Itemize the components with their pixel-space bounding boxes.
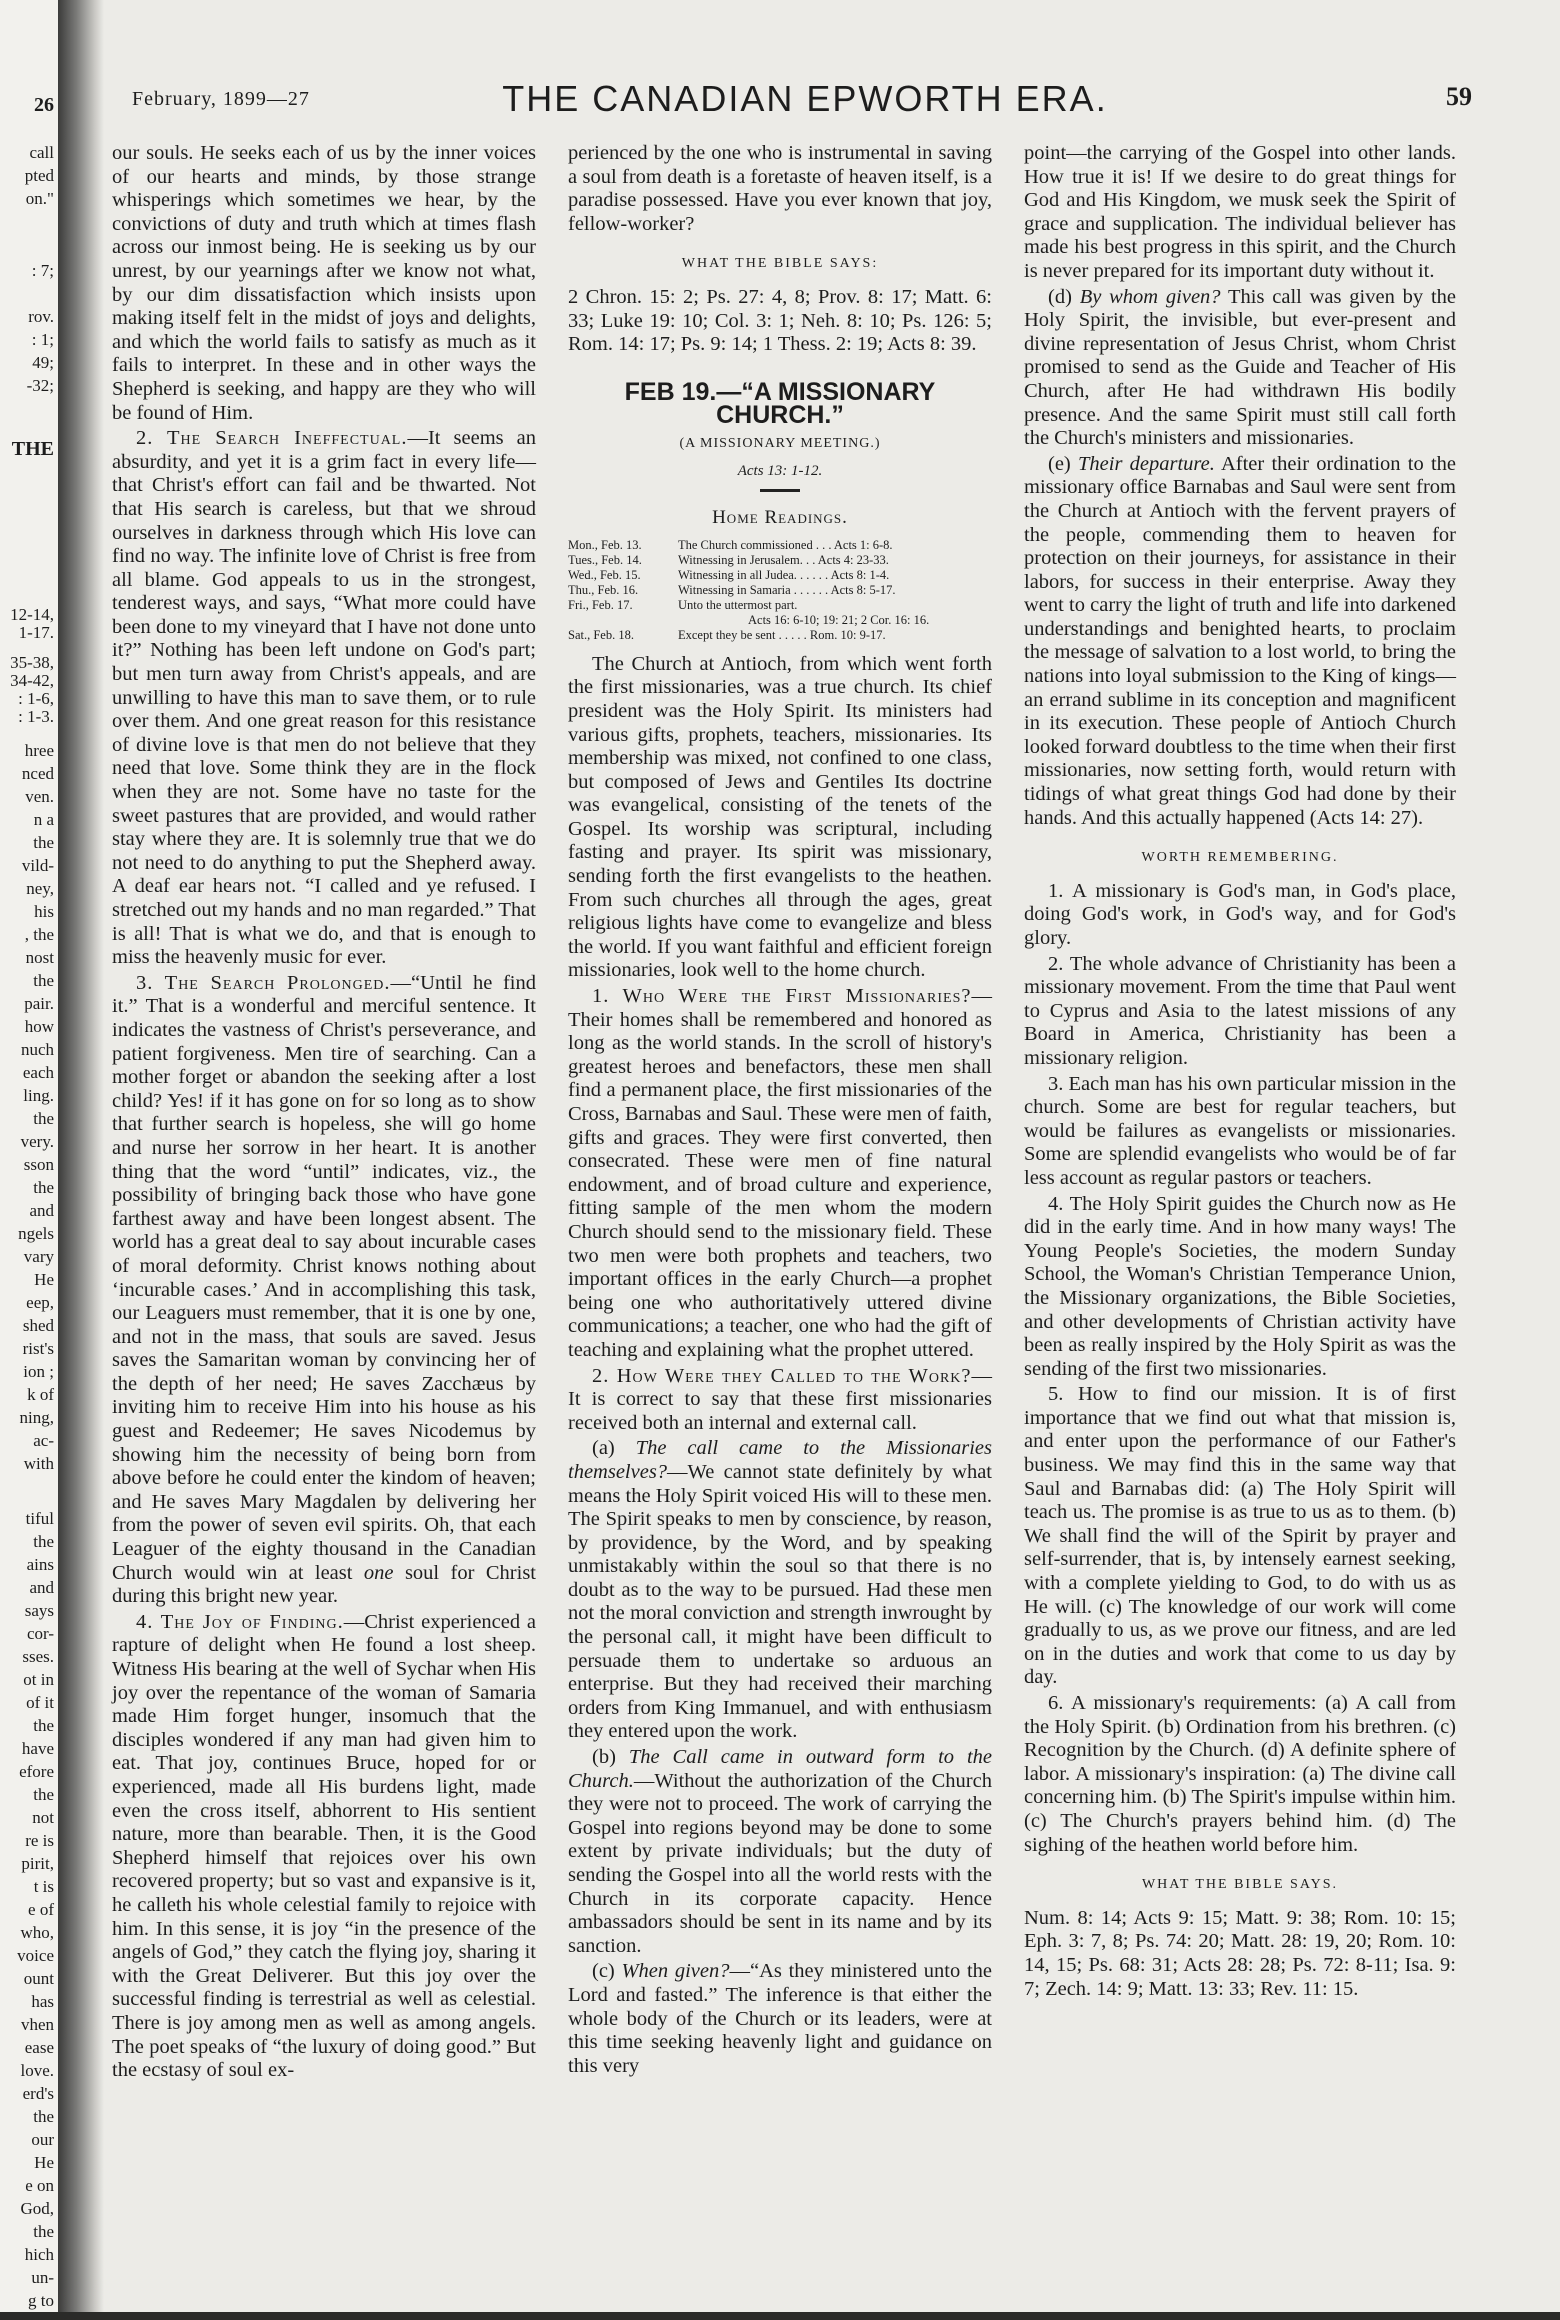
facing-page-fragment: and (29, 1578, 54, 1597)
section-heading: 1. Who Were the First Missionaries? (592, 985, 972, 1008)
list-item: 5. How to find our mission. It is of first importance that we find out what that mission is, and enter upon the performance of our Father's business. We may find this in the same way that Saul and Barnabas did: (a) The Holy Spirit will teach us. The promise is as true to us as to them. (b) We shall find the will of the Spirit by prayer and self-surrender, that is, by intensely earnest seeking, with a complete yielding to God, to do with us as He will. (c) The knowledge of our work will come gradually to us, as we prove our fitness, and are led on in the duties and work that come to us day by day. (1024, 1383, 1456, 1689)
facing-page-fragment: 1-17. (18, 623, 54, 642)
facing-page-fragment: with (23, 1454, 54, 1473)
section-heading: 4. The Joy of Finding. (136, 1610, 344, 1633)
paragraph-text: —“As they ministered unto the Lord and fasted.” The inference is that either the whole body of the Church or its leaders, were at this time seeking heavenly light and guidance on this very (568, 1960, 993, 2077)
facing-page-fragment: sses. (22, 1647, 54, 1666)
paragraph-text: —It seems an absurdity, and yet it is a grim fact in every life—that Christ's effort can fail and be thwarted. Not that His search is careless, but that we shroud ourselves in darkness through which His love can find no way. The infinite love of Christ is free from all blame. God appeals to us in the strongest, tenderest ways, and says, “What more could have been done to my vineyard that I have not done unto it?” Nothing has been left undone on God's part; but men turn away from Christ's appeals, and are unwilling to have this man to save them, or to rule over them. And one great reason for this resistance of divine love is that men do not believe that they need that love. Some think they are in the flock when they are not. Some have no taste for the sweet pastures that are provided, and would rather stay where they are. It is solemnly true that we do not need to do anything to put the Shepherd away. A deaf ear hears not. “I called and ye refused. I stretched out my hands and no man regarded.” That is all! That is what we do, and that is enough to miss the heavenly music for ever. (112, 427, 536, 969)
item-marker: (e) (1048, 452, 1071, 475)
lesson-title: FEB 19.—“A MISSIONARY CHURCH.” (624, 377, 936, 430)
facing-page-fragment: his (34, 902, 54, 921)
home-readings-list (568, 538, 992, 643)
facing-page-fragment: n a (33, 810, 54, 829)
facing-page-fragment: erd's (22, 2084, 54, 2103)
item-marker: (d) (1048, 285, 1072, 308)
reading-row (568, 613, 992, 628)
facing-page-fragment: 49; (32, 353, 54, 372)
facing-page-fragment: ning, (19, 1408, 54, 1427)
facing-page-fragment: ven. (25, 787, 54, 806)
home-readings-heading: Home Readings. (712, 507, 848, 529)
facing-page-fragment: rist's (22, 1339, 54, 1358)
facing-page-fragment: vhen (20, 2015, 54, 2034)
facing-page-fragment: the (33, 833, 54, 852)
item-marker: (a) (592, 1437, 615, 1460)
column-3 (1024, 142, 1456, 2003)
emphasis: When given? (621, 1960, 730, 1983)
paragraph (568, 1365, 992, 1436)
column-2 (568, 142, 992, 2080)
facing-page-fragment: tiful (25, 1509, 54, 1528)
facing-page-fragment: , the (24, 925, 54, 944)
facing-page-fragment: He (34, 2153, 54, 2172)
reading-reference: Unto the uttermost part. (678, 597, 798, 612)
emphasis: The call came to the Missionaries themselves? (568, 1437, 993, 1483)
paragraph-text: After their ordination to the missionary office Barnabas and Saul were sent from the Church at Antioch with the fervent prayers of the people, commending them to heaven for protection on their journeys, for assistance in their labors, for success in their enterprise. Away they went to carry the light of truth and life into darkened understandings and benighted hearts, to proclaim the message of salvation to a lost world, to bring the nations into loyal submission to the King of kings—an errand sublime in its conception and magnificent in its execution. These people of Antioch Church looked forward doubtless to the time when their first missionaries, now setting forth, would return with tidings of what great things God had done by their hands. And this actually happened (Acts 14: 27). (1024, 452, 1456, 829)
facing-page-fragment: THE (11, 438, 54, 460)
facing-page-fragment: hich (24, 2245, 54, 2264)
facing-page-fragment: has (31, 1992, 54, 2011)
facing-page-fragment: : 7; (31, 261, 54, 280)
list-item: 2. The whole advance of Christianity has been a missionary movement. From the time that Paul went to Cyprus and Asia to the latest missions of any Board in America, Christianity has been a missionary religion. (1024, 952, 1456, 1069)
reading-row (568, 583, 992, 598)
reading-day: Thu., Feb. 16. (568, 582, 639, 597)
facing-page-fragment: : 1-6, (18, 689, 54, 708)
facing-page-fragment: each (22, 1063, 54, 1082)
facing-page-edge (0, 0, 58, 2320)
facing-page-fragment: the (33, 1109, 54, 1128)
facing-page-fragment: have (21, 1739, 54, 1758)
facing-page-fragment: shed (22, 1316, 54, 1335)
reading-reference: Witnessing in Samaria . . . . . . Acts 8: 5-17. (678, 582, 896, 597)
facing-page-fragment: ling. (23, 1086, 54, 1105)
facing-page-fragment: k of (27, 1385, 54, 1404)
scripture-references: Num. 8: 14; Acts 9: 15; Matt. 9: 38; Rom. 10: 15; Eph. 3: 7, 8; Ps. 74: 20; Matt. 28: 19, 20; Rom. 10: 14, 15; Ps. 68: 31; Acts 28: 28; Ps. 72: 8-11; Isa. 9: 7; Zech. 14: 9; Matt. 13: 33; Rev. 11: 15. (1024, 1906, 1456, 2000)
reading-row (568, 553, 992, 568)
facing-page-fragment: says (24, 1601, 54, 1620)
facing-page-fragment: : 1-3. (18, 707, 54, 726)
facing-page-fragment: 12-14, (10, 605, 54, 624)
facing-page-fragment: the (33, 1178, 54, 1197)
issue-date: February, 1899—27 (132, 88, 310, 110)
worth-remembering-heading: WORTH REMEMBERING. (1141, 850, 1339, 866)
facing-page-fragment: g to (28, 2291, 54, 2310)
bible-says-heading: WHAT THE BIBLE SAYS: (681, 256, 879, 272)
emphasis: one (363, 1561, 394, 1584)
paragraph-text: —We cannot state definitely by what means the Holy Spirit voiced His will to these men. The Spirit speaks to men by conscience, by reason, by providence, by the Word, and by speaking unmistakably within the soul so that there is no doubt as to the way to be pursued. Had these men not the moral conviction and strength inwrought by the personal call, it might have been difficult to persuade them to undertake so arduous an enterprise. But they had received their marching orders from King Immanuel, and with enthusiasm they entered upon the work. (568, 1460, 992, 1743)
paragraph-text: This call was given by the Holy Spirit, the invisible, but ever-present and divine representation of Jesus Christ, whom Christ promised to send as the Guide and Teacher of His Church, after He had withdrawn His bodily presence. And the same Spirit must still call forth the Church's ministers and missionaries. (1024, 285, 1456, 450)
paragraph-text: —“Until he find it.” That is a wonderful and merciful sentence. It indicates the vastness of Christ's perseverance, and patient forgiveness. Men tire of searching. Can a mother forget or abandon the seeking after a lost child? Yes! if it has gone on for so long as to show that further search is hopeless, she will go home and nurse her sorrow in her heart. It is another thing that the word “until” indicates, viz., the possibility of bringing back those who have gone farthest away and have been longest absent. The world has a great deal to say about incurable cases of moral deformity. Christ knows nothing about ‘incurable cases.’ And in accomplishing this task, our Leaguers must remember, that it is one by one, and not in the mass, that souls are saved. Jesus saves the Samaritan woman by convincing her of the depth of her need; He saves Zacchæus by inviting him to receive Him into his house as his guest and Redeemer; He saves Nicodemus by showing him the necessity of being born from above before he could enter the kindom of heaven; and He saves Mary Magdalen by delivering her from the power of seven evil spirits. Oh, that each Leaguer of the eighty thousand in the Canadian Church would win at least (112, 971, 536, 1584)
scripture-references: 2 Chron. 15: 2; Ps. 27: 4, 8; Prov. 8: 17; Matt. 6: 33; Luke 19: 10; Col. 3: 1; Neh. 8: 10; Ps. 126: 5; Rom. 14: 17; Ps. 9: 14; 1 Thess. 2: 19; Acts 8: 39. (568, 285, 992, 356)
reading-day (568, 613, 678, 628)
page-header (130, 78, 1480, 128)
facing-page-fragment: pted (24, 166, 54, 185)
reading-reference: Witnessing in all Judea. . . . . . Acts 8: 1-4. (678, 567, 890, 582)
item-marker: (b) (592, 1746, 616, 1769)
facing-page-fragment: pair. (24, 994, 54, 1013)
facing-page-fragment: and (29, 1201, 54, 1220)
reading-day: Tues., Feb. 14. (568, 552, 642, 567)
paragraph (568, 985, 992, 1363)
reading-row (568, 628, 992, 643)
facing-page-fragment: who, (20, 1923, 54, 1942)
facing-page-fragment: of it (26, 1693, 54, 1712)
facing-page-fragment: the (33, 2222, 54, 2241)
facing-page-fragment: vary (23, 1247, 54, 1266)
list-item: 1. A missionary is God's man, in God's place, doing God's work, in God's way, and for God's glory. (1024, 879, 1456, 949)
paragraph-text: —Christ experienced a rapture of delight when He found a lost sheep. Witness His bearing at the well of Sychar when His joy over the repentance of the woman of Samaria made Him forget hunger, insomuch that the disciples wondered if any man had given him to eat. That joy, continues Bruce, hoped for or experienced, made all His burdens light, made even the cross itself, abhorrent to His sentient nature, more than bearable. Then, it is the Good Shepherd himself that rejoices over his own recovered property; but so vast and expansive is it, he calleth his whole celestial family to rejoice with him. In this sense, it is joy “in the presence of the angels of God,” they catch the flying joy, sharing it with the Great Deliverer. But this joy over the successful finding is terrestrial as well as celestial. There is joy among men as well as among angels. The poet speaks of “the luxury of doing good.” But the ecstasy of soul ex- (112, 1610, 536, 2082)
facing-page-fragment: e of (28, 1900, 54, 1919)
facing-page-fragment: ngels (18, 1224, 54, 1243)
reading-reference: The Church commissioned . . . Acts 1: 6-8. (678, 537, 893, 552)
facing-page-fragment: not (32, 1808, 54, 1827)
reading-row (568, 598, 992, 613)
reading-day: Fri., Feb. 17. (568, 597, 633, 612)
facing-page-fragment: t is (33, 1877, 54, 1896)
emphasis: The Call came in outward form to the Church. (568, 1746, 993, 1792)
facing-page-fragment: the (33, 1785, 54, 1804)
facing-page-fragment: nced (21, 764, 54, 783)
list-item: 4. The Holy Spirit guides the Church now as He did in the early time. And in how many ways! The Young People's Societies, the modern Sunday School, the Woman's Christian Temperance Union, the Missionary organizations, the Bible Societies, and other developments of Christian activity have been as really inspired by the Holy Spirit as was the sending of the first two missionaries. (1024, 1192, 1456, 1380)
paragraph (1024, 453, 1456, 831)
paragraph: our souls. He seeks each of us by the inner voices of our hearts and minds, by those strange whisperings which sometimes we hear, by the convictions of duty and truth which at times flash across our inmost being. He is seeking us by our unrest, by our yearnings after we know not what, by our dim dissatisfaction which insists upon making itself felt in the midst of joys and delights, and which the world fails to satisfy as much as it fails to interpret. In these and in other ways the Shepherd is seeking, and happy are they who will be found of Him. (112, 142, 536, 424)
list-item: 6. A missionary's requirements: (a) A call from the Holy Spirit. (b) Ordination from his brethren. (c) Recognition by the Church. (d) A definite sphere of labor. A missionary's inspiration: (a) The divine call concerning him. (b) The Spirit's impulse within him. (c) The Church's prayers behind him. (d) The sighing of the heathen world before him. (1024, 1692, 1456, 1856)
reading-reference: Witnessing in Jerusalem. . . Acts 4: 23-33. (678, 552, 889, 567)
facing-page-fragment: God, (20, 2199, 54, 2218)
reading-day: Wed., Feb. 15. (568, 567, 641, 582)
reading-row (568, 568, 992, 583)
section-heading: 3. The Search Prolonged. (136, 971, 391, 994)
paragraph (112, 1611, 536, 2083)
facing-page-fragment: ount (23, 1969, 54, 1988)
facing-page-fragment: ac- (33, 1431, 54, 1450)
facing-page-fragment: rov. (28, 307, 54, 326)
facing-page-fragment: 34-42, (10, 671, 54, 690)
facing-page-fragment: the (33, 1716, 54, 1735)
reading-day: Mon., Feb. 13. (568, 537, 642, 552)
masthead-title: THE CANADIAN EPWORTH ERA. (502, 78, 1108, 119)
reading-day: Sat., Feb. 18. (568, 627, 634, 642)
facing-page-fragment: the (33, 1532, 54, 1551)
paragraph (112, 427, 536, 970)
facing-page-fragment: ease (24, 2038, 54, 2057)
paragraph (1024, 286, 1456, 451)
facing-page-fragment: 35-38, (10, 653, 54, 672)
paragraph-text: —It is correct to say that these first missionaries received both an internal and external call. (568, 1364, 992, 1434)
facing-page-fragment: eep, (26, 1293, 54, 1312)
facing-page-fragment: pirit, (21, 1854, 54, 1873)
facing-page-fragment: 26 (34, 94, 54, 116)
paragraph-text: —Their homes shall be remembered and honored as long as the world stands. In the scroll of history's greatest heroes and benefactors, these men shall find a permanent place, the first missionaries of the Cross, Barnabas and Saul. These were men of faith, gifts and graces. They were first converted, then consecrated. These were men of fine natural endowment, and of broad culture and experience, fitting sample of the men whom the modern Church should send to the missionary field. These two men were both prophets and teachers, two important offices in the early Church—a prophet being one who authoritatively uttered divine communications; a teacher, one who had the gift of teaching and explaining what the prophet uttered. (568, 985, 992, 1361)
emphasis: By whom given? (1079, 285, 1221, 308)
paragraph (568, 1960, 992, 2078)
facing-page-fragment: voice (17, 1946, 54, 1965)
paragraph: perienced by the one who is instrumental in saving a soul from death is a foretaste of heaven itself, is a paradise possessed. Have you ever known that joy, fellow-worker? (568, 142, 992, 235)
binding-gutter (58, 0, 104, 2320)
item-marker: (c) (592, 1960, 615, 1983)
facing-page-fragment: vild- (21, 856, 54, 875)
facing-page-fragment: cor- (26, 1624, 54, 1643)
paragraph-text: —Without the authorization of the Church they were not to proceed. The work of carrying the Gospel into regions beyond may be done to some extent by private individuals; but the duty of sending the Gospel into all the world rests with the Church in its corporate capacity. Hence ambassadors should be sent in its name and by its sanction. (568, 1769, 992, 1957)
column-1 (112, 142, 536, 2085)
section-heading: 2. How Were they Called to the Work? (592, 1364, 972, 1387)
bible-says-heading: WHAT THE BIBLE SAYS. (1141, 1877, 1339, 1893)
facing-page-fragment: nost (25, 948, 54, 967)
paragraph: The Church at Antioch, from which went forth the first missionaries, was a true church. Its chief president was the Holy Spirit. Its ministers had various gifts, prophets, teachers, missionaries. Its membership was mixed, not confined to one class, but composed of Jews and Gentiles Its doctrine was evangelical, consisting of the tenets of the Gospel. Its worship was scriptural, including fasting and prayer. Its spirit was missionary, sending forth the first evangelists to the heathen. From such churches all through the ages, great religious lights have come to evangelize and bless the world. If you want faithful and efficient foreign missionaries, look well to the home church. (568, 652, 992, 982)
facing-page-fragment: ains (26, 1555, 54, 1574)
facing-page-fragment: sson (23, 1155, 54, 1174)
facing-page-fragment: love. (20, 2061, 54, 2080)
facing-page-fragment: on." (25, 189, 54, 208)
page-bottom-edge (0, 2312, 1560, 2320)
facing-page-fragment: -32; (26, 376, 54, 395)
facing-page-fragment: hree (24, 741, 54, 760)
lesson-subtitle: (A MISSIONARY MEETING.) (679, 435, 881, 451)
facing-page-fragment: nuch (20, 1040, 54, 1059)
facing-page-fragment: He (34, 1270, 54, 1289)
facing-page-fragment: un- (31, 2268, 54, 2287)
paragraph (568, 1746, 992, 1958)
paragraph (112, 972, 536, 1609)
facing-page-fragment: efore (19, 1762, 54, 1781)
divider (760, 489, 800, 492)
paragraph-text: soul for Christ during this bright new year. (112, 1561, 537, 1608)
facing-page-fragment: the (33, 2107, 54, 2126)
facing-page-fragment: e on (25, 2176, 54, 2195)
list-item: 3. Each man has his own particular mission in the church. Some are best for regular teachers, but would be failures as evangelists or missionaries. Some are splendid evangelists who would be of far less account as regular pastors or teachers. (1024, 1072, 1456, 1189)
paragraph (568, 1437, 992, 1744)
facing-page-fragment: call (29, 143, 54, 162)
facing-page-fragment: the (33, 971, 54, 990)
lesson-reference: Acts 13: 1-12. (737, 462, 823, 479)
reading-reference: Acts 16: 6-10; 19: 21; 2 Cor. 16: 16. (748, 612, 930, 627)
reading-row (568, 538, 992, 553)
facing-page-fragment: ney, (26, 879, 54, 898)
facing-page-fragment: ot in (23, 1670, 54, 1689)
emphasis: Their departure. (1078, 452, 1215, 475)
facing-page-fragment: how (24, 1017, 54, 1036)
section-heading: 2. The Search Ineffectual. (136, 427, 408, 450)
facing-page-fragment: very. (20, 1132, 54, 1151)
facing-page-fragment: : 1; (31, 330, 54, 349)
page-number: 59 (1446, 82, 1472, 111)
facing-page-fragment: our (31, 2130, 54, 2149)
facing-page-fragment: ion ; (23, 1362, 54, 1381)
paragraph: point—the carrying of the Gospel into other lands. How true it is! If we desire to do great things for God and His Kingdom, we musk seek the Spirit of grace and supplication. The individual believer has made his best progress in this spirit, and the Church is never prepared for its important duty without it. (1024, 142, 1456, 282)
facing-page-fragment: re is (25, 1831, 54, 1850)
reading-reference: Except they be sent . . . . . Rom. 10: 9-17. (678, 627, 886, 642)
